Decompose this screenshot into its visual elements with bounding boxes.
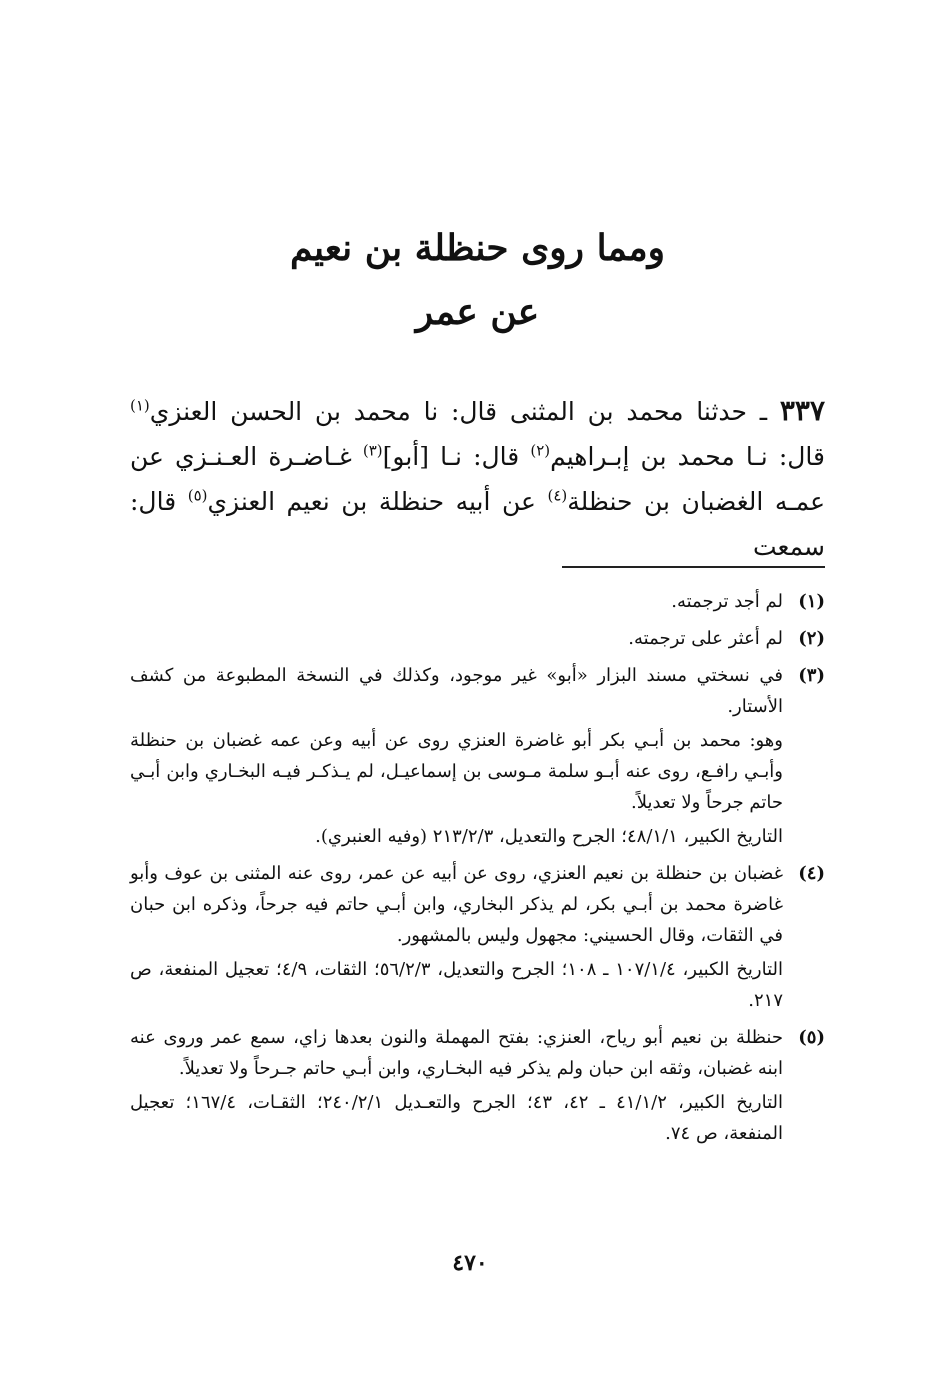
hadith-segment-4: غـاضـرة العـنـزي عن عمـه الغضبان بن حنظلة <box>130 442 825 516</box>
footnote-text: لم أجد ترجمته. <box>671 591 783 612</box>
footnote-text: وهو: محمد بن أبـي بكر أبو غاضرة العنزي روى عن أبيه وعن عمه غضبان بن حنظلة وأبـي رافـع، روى عنه أبـو سلمة مـوسى بن إسماعيـل، لم يـذكـر فيـه البخـاري وابن أبـي حاتم جرحاً ولا تعديلاً. <box>130 730 783 813</box>
footnote-number: (١) <box>798 591 825 612</box>
hadith-dash: ـ <box>746 397 780 426</box>
hadith-segment-2: قال: نـا محمد بن إبـراهيم <box>550 442 825 471</box>
hadith-segment-1: حدثنا محمد بن المثنى قال: نا محمد بن الحسن العنزي <box>149 397 747 426</box>
footnote-number: (٢) <box>798 628 825 649</box>
chapter-title-line-2: عن عمر <box>415 291 540 333</box>
hadith-segment-6: قال: سمعت <box>130 487 825 561</box>
footnote-text: لم أعثر على ترجمته. <box>628 628 783 649</box>
hadith-text <box>130 388 825 569</box>
footnote-text: التاريخ الكبير، ١٠٧/١/٤ ـ ١٠٨؛ الجرح والتعديل، ٥٦/٢/٣؛ الثقات، ٤/٩؛ تعجيل المنفعة، ص ٢١٧. <box>130 959 783 1011</box>
chapter-heading <box>130 222 825 338</box>
footnote-text: التاريخ الكبير، ٤١/١/٢ ـ ٤٢، ٤٣؛ الجرح والتعـديل ٢٤٠/٢/١؛ الثقـات، ١٦٧/٤؛ تعجيل المنفعة، ص ٧٤. <box>130 1092 784 1144</box>
footnote-number: (٥) <box>798 1027 825 1048</box>
footnote-4 <box>130 858 825 1019</box>
hadith-number: ٣٣٧ <box>779 394 826 427</box>
footnote-text: التاريخ الكبير، ٤٨/١/١؛ الجرح والتعديل، ٢١٣/٢/٣ (وفيه العنبري). <box>315 826 783 847</box>
hadith-segment-3: قال: نـا [أبو] <box>382 442 531 471</box>
footnote-number: (٣) <box>798 665 825 686</box>
footnote-number: (٤) <box>798 863 825 884</box>
footnote-ref-4: (٤) <box>547 486 568 505</box>
footnote-3 <box>130 660 825 855</box>
footnote-ref-1: (١) <box>130 396 150 415</box>
chapter-title-line-1: ومما روى حنظلة بن نعيم <box>289 227 666 269</box>
footnote-ref-2: (٢) <box>530 441 551 460</box>
footnotes <box>130 586 825 1155</box>
footnote-5 <box>130 1022 825 1152</box>
footnote-divider <box>562 566 825 568</box>
page-number: ٤٧٠ <box>452 1250 488 1276</box>
footnote-1 <box>130 586 825 620</box>
hadith-segment-5: عن أبيه حنظلة بن نعيم العنزي <box>207 487 548 516</box>
footnote-text: حنظلة بن نعيم أبو رياح، العنزي: بفتح المهملة والنون بعدها زاي، سمع عمر وروى عنه ابنه غضبان، وثقه ابن حبان ولم يذكر فيه البخـاري، وابن أبـي حاتم جـرحاً ولا تعديلاً. <box>130 1027 783 1079</box>
footnote-2 <box>130 623 825 657</box>
footnote-text: في نسختي مسند البزار «أبو» غير موجود، وكذلك في النسخة المطبوعة من كشف الأستار. <box>130 665 783 717</box>
footnote-ref-5: (٥) <box>187 486 208 505</box>
footnote-text: غضبان بن حنظلة بن نعيم العنزي، روى عن أبيه عن عمر، روى عنه المثنى بن عوف وأبو غاضرة محمد بن أبـي بكر، لم يذكر البخاري، وابن أبـي حاتم فيه جرحاً، وذكره ابن حبان في الثقات، وقال الحسيني: مجهول وليس بالمشهور. <box>130 863 783 946</box>
footnote-ref-3: (٣) <box>362 441 383 460</box>
